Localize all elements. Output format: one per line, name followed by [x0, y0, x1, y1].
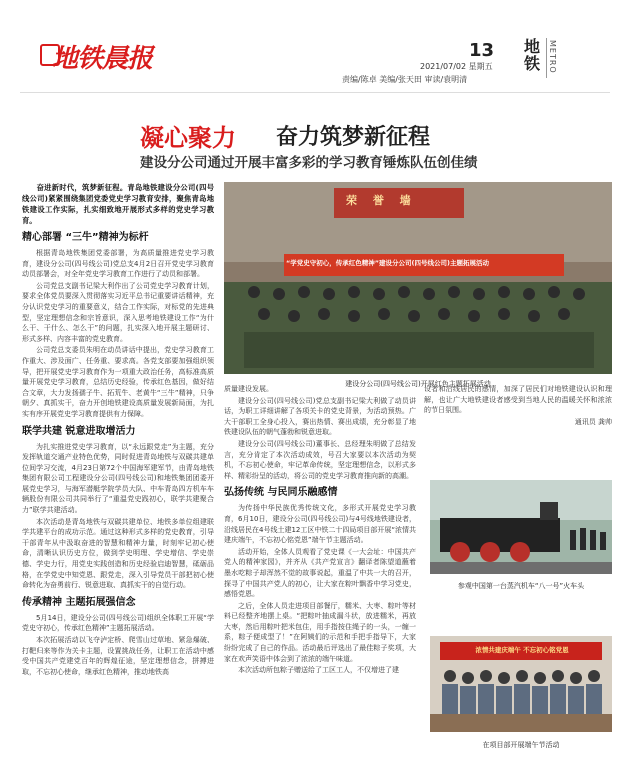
section-divider [546, 38, 547, 78]
paragraph: 设者和沿线居民的感情，加深了居民们对地铁建设认识和理解，也让广大地铁建设者感受到当地人民的温暖关怀和浓浓的节日氛围。 [424, 385, 612, 415]
photo-banner: 浓情共建庆端午 不忘初心铭党恩 [475, 646, 569, 654]
photo-banner: “学党史守初心，传承红色精神”建设分公司(四号线公司)主题拓展活动 [286, 259, 489, 267]
photo-caption: 建设分公司(四号线公司)开展红色主题拓展活动 [345, 380, 491, 388]
paragraph: 公司党总支副书记梁大利作出了公司党史学习教育计划，要求全体党员要深入贯彻落实习近平总书记重要讲话精神，充分认识党史学习的重要意义，结合工作实际，对标党的先进典型，坚定理想信念和宗旨意识，深入思考地铁建设工作“为什么干、干什么、怎么干”的问题，扎实深入地开展主题研讨、形式多样、内容丰富的党史教育。 [22, 281, 214, 343]
headline-red: 凝心聚力 [140, 124, 236, 152]
photo-caption: 参观中国第一台蒸汽机车“八一号”火车头 [457, 582, 585, 590]
section-heading: 精心部署 “三牛”精神为标杆 [22, 232, 149, 243]
masthead: 地铁晨报 [52, 44, 153, 74]
paragraph: 5月14日，建设分公司(四号线公司)组织全体职工开展“学党史守初心，传承红色精神”主题拓展活动。 [22, 613, 214, 633]
section-name: 地铁 [524, 37, 541, 73]
paragraph: 为扎实推进党史学习教育，以“永远跟党走”为主题，充分发挥轨道交通产业特色优势，同时促进青岛地铁与双碳共建单位间学习交流，4月23日第72个中国海军建军节，由青岛地铁集团有限公司工程建设分公司(四号线公司)和地铁集团团委开展党史学习，与海军潜艇学院学员大队、中车青岛四方机车车辆股份有限公司共同举行了“重温党史践初心，联学共建聚合力”联学共建活动。 [22, 442, 214, 515]
paragraph: 本次活动是青岛地铁与双碳共建单位、地铁多单位组建联学共建平台的成功示范。通过这种形式多样的党史教育，引导干部青年从中汲取奋进的智慧和精神力量，时刻牢记初心使命，清晰认识历史方位，做到学史明理、学史增信、学史崇德、学史力行，用党史实践创造和历史经验启迪智慧，砥砺品格，在学党史中知党恩、跟党走，深入引导党员干部把初心使命转化为奋勇前行、锐意进取、真抓实干的自觉行动。 [22, 517, 214, 590]
section-heading: 弘扬传统 与民同乐融感情 [224, 487, 338, 499]
article-column-2 [224, 384, 416, 776]
section-tag [518, 36, 574, 80]
issue-date: 2021/07/02 星期五 [420, 62, 493, 71]
photo-group-activity [224, 182, 612, 374]
paragraph: 活动开始，全体人员观看了党史课《一大会址：中国共产党人的精神家园》，并齐从《共产党宣言》翻译者陈望道蘸着墨水吃粽子却浑然不觉的故事说起，重温了中共一大的召开，探寻了中国共产党人的初心，让大家在粽叶飘香中学习党史，感悟党恩。 [224, 547, 416, 599]
subheadline: 建设分公司通过开展丰富多彩的学习教育锤炼队伍创佳绩 [140, 155, 478, 171]
paragraph: 建设分公司(四号线公司)董事长、总经理朱明做了总结发言，充分肯定了本次活动成效，号召大家要以本次活动为契机，不忘初心使命，牢记革命传统，坚定理想信念，以形式多样、精彩纷呈的活动，将公司的党史学习教育推向新的高潮。 [224, 439, 416, 480]
section-heading: 联学共建 锐意进取增活力 [22, 425, 136, 437]
group-photo-image [224, 182, 612, 374]
editors-line: 责编/陈卓 美编/张天田 审读/袁明清 [342, 75, 468, 84]
photo-caption: 在项目部开展端午节活动 [482, 741, 560, 749]
paragraph: 为传扬中华民族优秀传统文化，多形式开展党史学习教育，6月10日，建设分公司(四号线公司)与4号线地铁建设者，沿线居民在4号线土建12工区中铁二十四局项目部开展“浓情共建庆端午，不忘初心铭党恩”端午节主题活动。 [224, 504, 416, 545]
paragraph: 根据青岛地铁集团党委部署，为高质量推进党史学习教育，建设分公司(四号线公司)党总支4月2日召开党史学习教育动员部署会，对全年党史学习教育工作进行了动员和部署。 [22, 249, 214, 279]
section-name-en: METRO [548, 40, 557, 74]
locomotive-image [430, 480, 612, 574]
photo-locomotive [430, 480, 612, 574]
article-column-3 [424, 384, 612, 427]
lead-paragraph: 奋进新时代，筑梦新征程。青岛地铁建设分公司(四号线公司)紧紧围绕集团党委党史学习教育安排，聚焦青岛地铁建设工作实际，扎实细致地开展形式多样的党史学习教育。 [22, 183, 214, 225]
article-column-1 [22, 182, 214, 774]
byline: 通讯员 龚帅 [574, 417, 612, 426]
header-rule [20, 92, 610, 93]
paragraph: 本次活动所包粽子赠送给了工区工人，不仅增进了建 [238, 666, 399, 675]
headline-black: 奋力筑梦新征程 [276, 125, 431, 150]
section-heading: 传承精神 主题拓展强信念 [22, 596, 136, 608]
photo-dragon-boat-festival [430, 636, 612, 732]
paragraph: 建设分公司(四号线公司)党总支副书记梁大利做了动员讲话，为职工详细讲解了各项关卡的党史背景，为活动预热。广大干部职工全身心投入，赛出热情、赛出成绩，充分彰显了地铁建设队伍的朝气蓬勃和锐意进取。 [224, 396, 416, 437]
paragraph: 本次拓展活动以飞夺泸定桥、爬雪山过草地、紧急爆破、打靶归来等作为关卡主题，设置挑战任务，让职工在活动中感受中国共产党建党百年的辉煌征途，坚定理想信念，拼搏进取，不忘初心使命，继承红色精神，推动地铁高 [22, 636, 214, 676]
paragraph: 公司党总支委员朱明在动员讲话中提出，党史学习教育工作重大、涉及面广、任务重、要求高。各党支部要加强组织领导，把开展党史学习教育作为一项重大政治任务，高标准高质量开展党史学习教育，总结历史经验，传承红色基因，做好结合文章，大力发扬孺子牛、拓荒牛、老黄牛“三牛”精神，只争朝夕、真抓实干，奋力开创地铁建设高质量发展新局面，为扎实有序开展党史学习教育提供有力保障。 [22, 346, 214, 418]
paragraph: 之后，全体人员走进项目部餐厅，糯米、大枣、粽叶等材料已经整齐地摆上桌。“把粽叶抽成漏斗状，放进糯米，再放大枣，然后用粽叶把米包住，用手指按住绳子的一头，一缠一系，粽子便成型了！”在阿姨们的示范和手把手指导下，大家纷纷完成了自己的作品。活动最后评选出了最佳粽子奖项，大家在欢声笑语中体会到了浓浓的端午味道。 [224, 601, 416, 663]
honor-wall-sign: 荣 誉 墙 [346, 194, 417, 207]
page-number: 13 [469, 40, 495, 61]
paragraph: 质量建设发展。 [224, 385, 273, 393]
